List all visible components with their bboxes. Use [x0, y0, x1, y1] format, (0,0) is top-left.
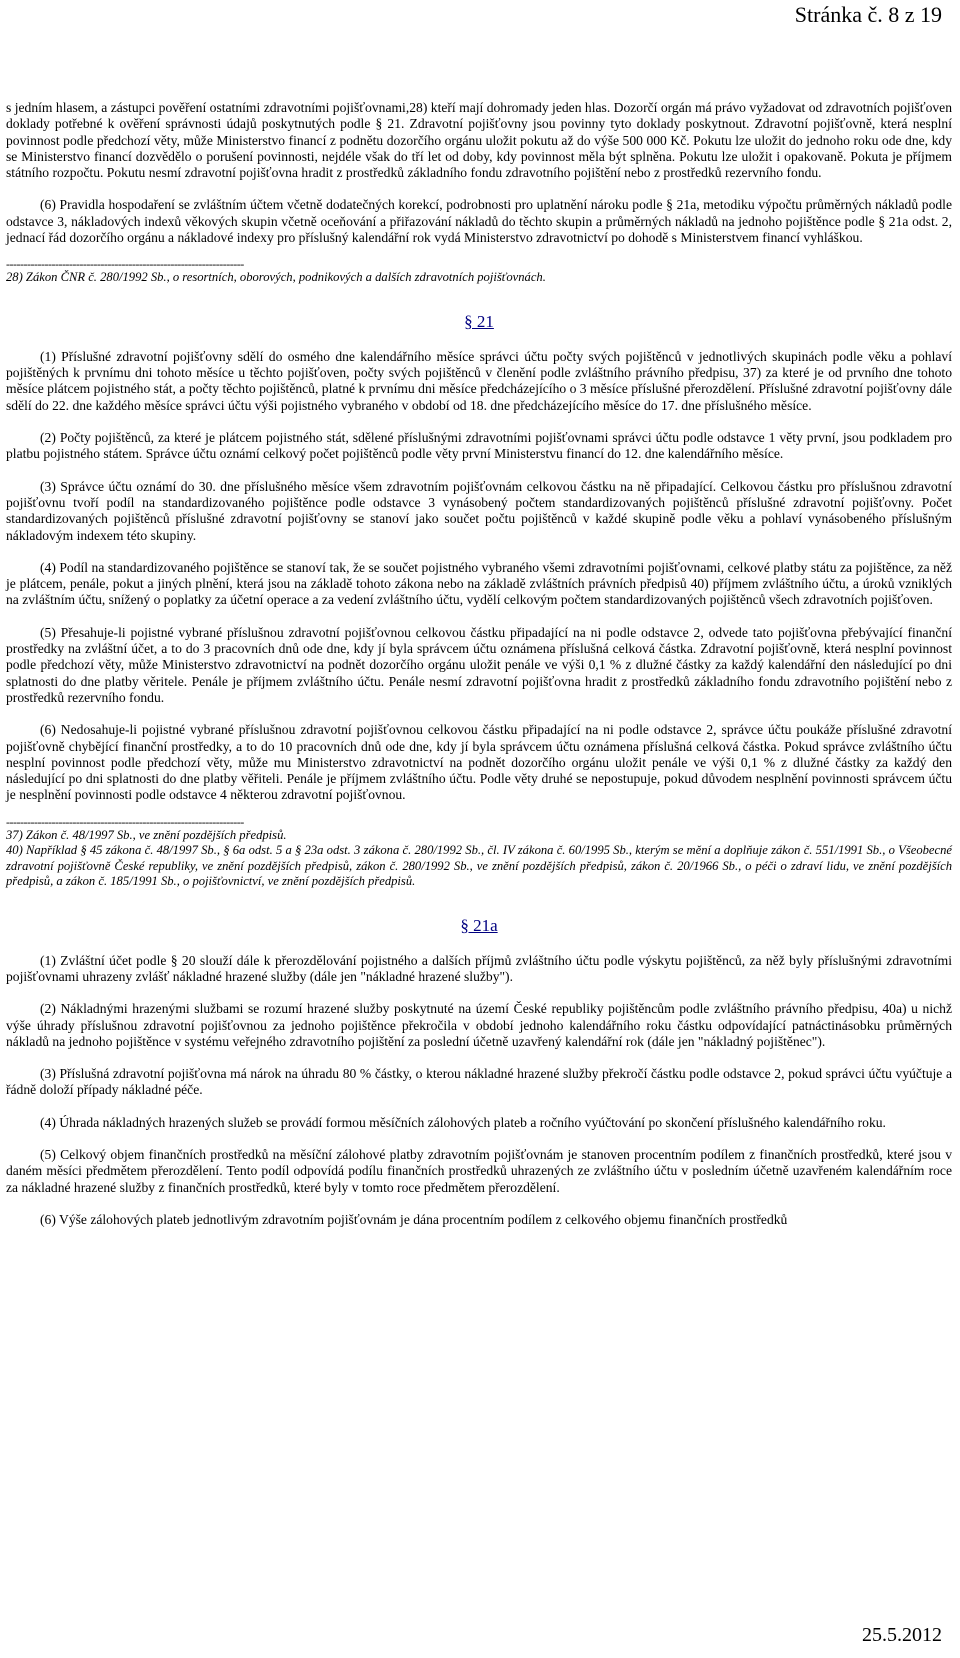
- document-body: [6, 100, 952, 1228]
- section-21a-paragraph-3: (3) Příslušná zdravotní pojišťovna má nárok na úhradu 80 % částky, o kterou nákladné hrazené služby překročí částku podle odstavce 2, pokud správci účtu vyúčtuje a řádně doloží případy nákladné péče.: [6, 1066, 952, 1098]
- section-link-21[interactable]: § 21: [464, 311, 494, 331]
- intro-paragraph-6: (6) Pravidla hospodaření se zvláštním účtem včetně dodatečných korekcí, podrobnosti pro uplatnění nároku podle § 21a, metodiku výpočtu průměrných nákladů podle odstavce 3, nákladových indexů věkových skupin včetně oceňování a přiřazování nákladů do těchto skupin a průměrných nákladů na jednoho pojištěnce podle § 21a odst. 2, jednací řád dozorčího orgánu a nákladové indexy pro příslušný kalendářní rok vydá Ministerstvo zdravotnictví po dohodě s Ministerstvem financí vyhláškou.: [6, 197, 952, 246]
- section-21a-paragraph-2: (2) Nákladnými hrazenými službami se rozumí hrazené služby poskytnuté na území České republiky pojištěncům podle zvláštního právního předpisu, 40a) u nichž výše úhrady příslušnou zdravotní pojišťovnou za jednoho pojištěnce překročila v období jednoho kalendářního roku částku odpovídající patnáctinásobku průměrných nákladů na jednoho pojištěnce v systému veřejného zdravotního pojištění za poslední účetně uzavřený kalendářní rok (dále jen "nákladný pojištěnec").: [6, 1001, 952, 1049]
- section-21-paragraph-6: (6) Nedosahuje-li pojistné vybrané příslušnou zdravotní pojišťovnou celkovou částku připadající na ni podle odstavce 2, správce účtu poukáže příslušné zdravotní pojišťovně chybějící finanční prostředky, a to do 10 pracovních dnů ode dne, kdy jí byla správcem účtu oznámena příslušná celková částka. Pokud správce zvláštního účtu nesplní povinnost podle předchozí věty, může mu Ministerstvo zdravotnictví na podnět dozorčího orgánu uložit penále ve výši 0,1 % z dlužné částky za každý den následující po dni splatnosti do dne platby věřiteli. Penále je příjmem zvláštního účtu. Podle věty druhé se nepostupuje, pokud důvodem nesplnění povinnosti správcem účtu je nesplnění povinnosti podle odstavce 4 některou zdravotní pojišťovnou.: [6, 722, 952, 803]
- section-21-paragraph-3: (3) Správce účtu oznámí do 30. dne příslušného měsíce všem zdravotním pojišťovnám celkovou částku na ně připadající. Celkovou částku pro příslušnou zdravotní pojišťovnu tvoří podíl na standardizovaného pojištěnce podle odstavce 3 vynásobený počtem standardizovaných pojištěnců příslušné zdravotní pojišťovny. Počet standardizovaných pojištěnců příslušné zdravotní pojišťovny se stanoví jako součet počtu pojištěnců v každé skupině podle věku a pohlaví vynásobeného příslušným nákladovým indexem této skupiny.: [6, 478, 952, 543]
- section-21-paragraph-1: (1) Příslušné zdravotní pojišťovny sdělí do osmého dne kalendářního měsíce správci účtu počty svých pojištěnců v jednotlivých skupinách podle věku a pohlaví pojištěných k prvnímu dni tohoto měsíce u těchto pojišťoven, počty svých pojištěnců v členění podle zvláštního právního předpisu, 37) za které je od prvního dne tohoto měsíce plátcem pojistného stát, a počty těchto pojištěnců, platné k prvnímu dni měsíce předcházejícího o 3 měsíce příslušné přerozdělení. Příslušné zdravotní pojišťovny dále sdělí do 22. dne každého měsíce správci účtu výši pojistného vybraného v období od 18. dne předcházejícího měsíce do 17. dne příslušného měsíce.: [6, 348, 952, 413]
- section-21-paragraph-5: (5) Přesahuje-li pojistné vybrané příslušnou zdravotní pojišťovnou celkovou částku připadající na ni podle odstavce 2, odvede tato pojišťovna přebývající finanční prostředky na zvláštní účet, a to do 3 pracovních dnů ode dne, kdy jí byla správcem účtu oznámena příslušná celková částka. Zdravotní pojišťovně, která nesplní povinnost podle předchozí věty, může Ministerstvo zdravotnictví na podnět dozorčího orgánu uložit penále ve výši 0,1 % z dlužné částky za každý kalendářní den následující po dni splatnosti do dne platby věritele. Penále je příjmem zvláštního účtu. Penále nesmí zdravotní pojišťovna hradit z prostředků základního fondu zdravotního pojištění nebo z prostředků rezervního fondu.: [6, 624, 952, 705]
- page-number-header: Stránka č. 8 z 19: [794, 2, 942, 27]
- section-heading-21a[interactable]: [6, 916, 952, 936]
- section-21-paragraph-4: (4) Podíl na standardizovaného pojištěnce se stanoví tak, že se součet pojistného vybraného všemi zdravotními pojišťovnami, celkové platby státu za pojištěnce, za něž je plátcem, penále, pokut a jiných plnění, která jsou na základě tohoto zákona nebo na základě zvláštních právních předpisů 40) příjmem zvláštního účtu, a úroků vzniklých na zvláštním účtu, snížený o poplatky za účetní operace a za vedení zvláštního účtu, vydělí celkovým počtem standardizovaných pojištěnců všech zdravotních pojišťoven.: [6, 559, 952, 608]
- section-21a-paragraph-1: (1) Zvláštní účet podle § 20 slouží dále k přerozdělování pojistného a dalších příjmů zvláštního účtu podle výskytu pojištěnců, za něž byly příslušnými zdravotními pojišťovnami uhrazeny zvlášť nákladné hrazené služby (dále jen "nákladné hrazené služby").: [6, 952, 952, 984]
- footnote-40: 40) Například § 45 zákona č. 48/1997 Sb., § 6a odst. 5 a § 23a odst. 3 zákona č. 280/1992 Sb., čl. IV zákona č. 60/1995 Sb., kterým se mění a doplňuje zákon č. 551/1991 Sb., o Všeobecné zdravotní pojišťovně České republiky, ve znění pozdějších předpisů, zákon č. 280/1992 Sb., ve znění pozdějších předpisů, zákon č. 20/1966 Sb., o péči o zdraví lidu, ve znění pozdějších předpisů, a zákon č. 185/1991 Sb., o pojišťovnictví, ve znění pozdějších předpisů.: [6, 843, 952, 889]
- footnote-separator: --------------------------------------------------------------------: [6, 815, 244, 828]
- footnote-37: 37) Zákon č. 48/1997 Sb., ve znění pozdějších předpisů.: [6, 827, 287, 842]
- section-heading-21[interactable]: [6, 312, 952, 332]
- section-21a-paragraph-6: (6) Výše zálohových plateb jednotlivým zdravotním pojišťovnám je dána procentním podílem z celkového objemu finančních prostředků: [40, 1211, 788, 1227]
- footnote-separator: --------------------------------------------------------------------: [6, 258, 244, 271]
- section-21a-paragraph-5: (5) Celkový objem finančních prostředků na měsíční zálohové platby zdravotním pojišťovnám je stanoven procentním podílem z finančních prostředků, které jsou v daném měsíci předmětem přerozdělení. Tento podíl odpovídá podílu finančních prostředků uhrazených ze zvláštního účtu v posledním účetně uzavřeném kalendářním roce za nákladné hrazené služby z finančních prostředků, které byly v tomto roce předmětem přerozdělení.: [6, 1147, 952, 1195]
- footnote-28: 28) Zákon ČNR č. 280/1992 Sb., o resortních, oborových, podnikových a dalších zdravotních pojišťovnách.: [6, 270, 546, 285]
- section-21a-paragraph-4: (4) Úhrada nákladných hrazených služeb se provádí formou měsíčních zálohových plateb a ročního vyúčtování po skončení příslušného kalendářního roku.: [40, 1114, 886, 1130]
- footnotes-block: [6, 258, 952, 286]
- print-date-footer: 25.5.2012: [862, 1624, 942, 1646]
- section-link-21a[interactable]: § 21a: [460, 915, 498, 935]
- section-21-paragraph-2: (2) Počty pojištěnců, za které je plátcem pojistného stát, sdělené příslušnými zdravotními pojišťovnami správci účtu podle odstavce 1 věty první, jsou podkladem pro platbu pojistného státem. Správce účtu oznámí celkový počet pojištěnců podle věty první Ministerstvu financí do 12. dne kalendářního měsíce.: [6, 430, 952, 462]
- intro-paragraph: s jedním hlasem, a zástupci pověření ostatními zdravotními pojišťovnami,28) kteří mají dohromady jeden hlas. Dozorčí orgán má právo vyžadovat od zdravotních pojišťoven doklady potřebné k ověření správnosti údajů poskytnutých podle § 21. Zdravotní pojišťovny jsou povinny tyto doklady poskytnout. Zdravotní pojišťovně, která nesplní povinnost podle předchozí věty, může Ministerstvo financí z podnětu dozorčího orgánu uložit pokutu až do výše 500 000 Kč. Pokutu lze uložit do jednoho roku ode dne, kdy se Ministerstvo financí dozvědělo o porušení povinnosti, nejdéle však do tří let od doby, kdy povinnost měla být splněna. Pokutu lze uložit i opakovaně. Pokuta je příjmem státního rozpočtu. Pokutu nesmí zdravotní pojišťovna hradit z prostředků základního fondu zdravotního pojištění nebo z prostředků rezervního fondu.: [6, 100, 952, 181]
- footnotes-block: [6, 816, 952, 890]
